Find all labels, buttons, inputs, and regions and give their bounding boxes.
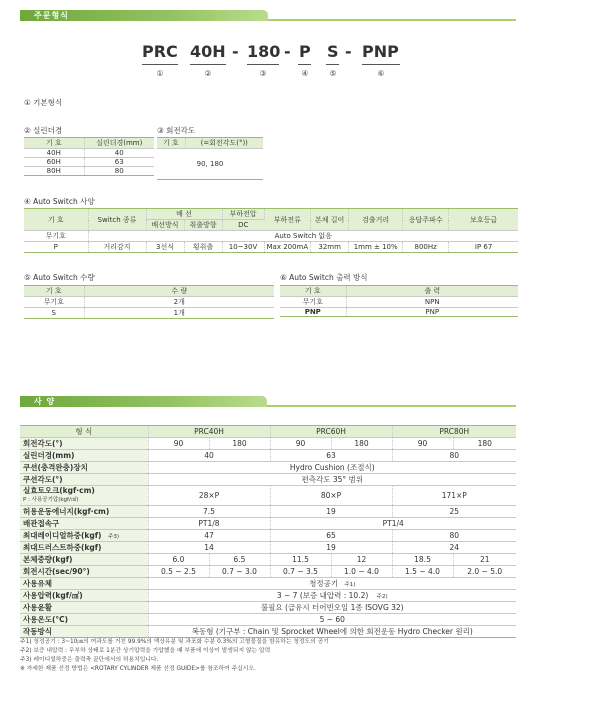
code-number: ①: [156, 69, 164, 78]
radial-label: 최대레이디얼하중(kgf): [23, 531, 102, 540]
cell: 40: [148, 450, 270, 462]
cell: 21: [453, 554, 516, 566]
col-header: 출 력: [346, 286, 518, 297]
col-header: 기 호: [157, 138, 185, 149]
row-label: 허용운동에너지(kgf·cm): [20, 506, 148, 518]
cell: 90: [392, 438, 453, 450]
col-header: (=회전각도(°)): [185, 138, 263, 149]
cell: 180: [453, 438, 516, 450]
cell: 무기호: [280, 297, 346, 308]
row-label: 회전시간(sec/90°): [20, 566, 148, 578]
cell: 0.5 ~ 2.5: [148, 566, 209, 578]
code-part-bore: 40H: [190, 42, 226, 61]
cell: Max 200mA: [264, 242, 311, 253]
cell: 2개: [84, 297, 274, 308]
table-row: [20, 518, 516, 530]
table-row: [24, 167, 154, 176]
code-number: ⑤: [329, 69, 337, 78]
cell: PT1/4: [270, 518, 516, 530]
cell: 80: [84, 167, 154, 176]
cell: 무기호: [24, 297, 84, 308]
row-label: [20, 486, 148, 506]
code-underline: [298, 64, 311, 65]
table-row: [24, 231, 518, 242]
col-header: PRC40H: [148, 426, 270, 438]
cell: 90: [270, 438, 331, 450]
code-dash: -: [284, 42, 291, 61]
cell: 1개: [84, 308, 274, 319]
cell: 65: [270, 530, 392, 542]
basic-type-label: ① 기본형식: [24, 98, 63, 107]
cell: 7.5: [148, 506, 270, 518]
code-underline: [326, 64, 339, 65]
col-header: 배 선: [146, 209, 222, 220]
section-header-specs: [20, 396, 516, 407]
cell: 180: [209, 438, 270, 450]
cell: 6.0: [148, 554, 209, 566]
cell: 171×P: [392, 486, 516, 506]
auto-switch-table: [24, 208, 518, 253]
torque-label: 실효토오크(kgf·cm): [23, 486, 95, 495]
col-subheader: 취출방향: [184, 220, 222, 231]
code-part-output: PNP: [362, 42, 399, 61]
cell: P: [24, 242, 88, 253]
cell: 25: [392, 506, 516, 518]
code-part-switch: P: [299, 42, 311, 61]
col-subheader: 배선방식: [146, 220, 184, 231]
switch-qty-label: ⑤ Auto Switch 수량: [24, 273, 95, 282]
switch-qty-table: [24, 285, 274, 319]
cell: Hydro Cushion (조절식): [148, 462, 516, 474]
code-number: ③: [259, 69, 267, 78]
cell: 18.5: [392, 554, 453, 566]
cell: 5 ~ 60: [148, 614, 516, 626]
table-row: [20, 506, 516, 518]
cell: 63: [84, 158, 154, 167]
code-number: ④: [301, 69, 309, 78]
row-label: 본체중량(kgf): [20, 554, 148, 566]
switch-output-table: [280, 285, 518, 317]
code-underline: [362, 64, 400, 65]
col-header: 기 호: [24, 286, 84, 297]
cell: 60H: [24, 158, 84, 167]
cell: 2.0 ~ 5.0: [453, 566, 516, 578]
cell: 90: [148, 438, 209, 450]
col-header: 실린더경(mm): [84, 138, 154, 149]
col-header: 기 호: [24, 138, 84, 149]
code-underline: [247, 64, 279, 65]
switch-output-label: ⑥ Auto Switch 출력 방식: [280, 273, 368, 282]
code-part-prc: PRC: [142, 42, 178, 61]
cell: 11.5: [270, 554, 331, 566]
cell: 40H: [24, 149, 84, 158]
cell: NPN: [346, 297, 518, 308]
code-dash: -: [345, 42, 352, 61]
table-row: [20, 566, 516, 578]
table-row: [20, 602, 516, 614]
order-code: [140, 42, 410, 82]
table-row: [20, 554, 516, 566]
cell: 6.5: [209, 554, 270, 566]
col-subheader: DC: [222, 220, 264, 231]
cell: 47: [148, 530, 270, 542]
cell: 80: [392, 450, 516, 462]
row-label: 사용윤활: [20, 602, 148, 614]
row-label: 최대드러스트하중(kgf): [20, 542, 148, 554]
cell: PNP: [280, 308, 346, 317]
cell: 12: [331, 554, 392, 566]
code-part-qty: S: [327, 42, 339, 61]
table-row: [20, 614, 516, 626]
code-part-angle: 180: [247, 42, 281, 61]
cell: 1.5 ~ 4.0: [392, 566, 453, 578]
cell: 80: [392, 530, 516, 542]
cell: 1.0 ~ 4.0: [331, 566, 392, 578]
table-row: [24, 149, 154, 158]
col-header: 기 호: [24, 209, 88, 231]
cell: PNP: [346, 308, 518, 317]
cell: 32mm: [311, 242, 349, 253]
cell: 편측각도 35° 범위: [148, 474, 516, 486]
row-label: [20, 530, 148, 542]
col-header: 보호등급: [449, 209, 518, 231]
table-row: [157, 149, 263, 180]
cell: 0.7 ~ 3.0: [209, 566, 270, 578]
row-label: 사용유체: [20, 578, 148, 590]
cell: 불필요 (급유시 터어빈오일 1종 ISOVG 32): [148, 602, 516, 614]
footnote: 주2) 보증 내압력 : 무부하 상태로 1분간 상기압력을 가압했을 때 부품에 이상이 발생되지 않는 압력: [20, 648, 271, 654]
cell: 90, 180: [157, 149, 263, 180]
cell: [148, 578, 516, 590]
code-number: ⑥: [377, 69, 385, 78]
cell: 63: [270, 450, 392, 462]
cell: 1mm ± 10%: [349, 242, 403, 253]
table-row: [24, 158, 154, 167]
row-label: 쿠션(충격완충)장치: [20, 462, 148, 474]
cell: 19: [270, 506, 392, 518]
cell: [148, 590, 516, 602]
code-dash: -: [232, 42, 239, 61]
cell: 80H: [24, 167, 84, 176]
col-header: 본체 길이: [311, 209, 349, 231]
row-label: 쿠션각도(°): [20, 474, 148, 486]
section-header-order-format: [20, 10, 516, 21]
table-row: [20, 578, 516, 590]
bore-label: ② 실린더경: [24, 126, 63, 135]
row-label: 배관접속구: [20, 518, 148, 530]
section-title: 사 양: [20, 396, 267, 407]
cell: 24: [392, 542, 516, 554]
col-header: 응답주파수: [403, 209, 449, 231]
cell: 80×P: [270, 486, 392, 506]
footnote: ※ 자세한 제품 선정 방법은 <ROTARY CYLINDER 제품 선정 GUIDE>를 참조하여 주십시오.: [20, 666, 256, 672]
fluid-value: 청정공기: [309, 579, 339, 588]
cell: 28×P: [148, 486, 270, 506]
col-header: 형 식: [20, 426, 148, 438]
cell: 0.7 ~ 3.5: [270, 566, 331, 578]
footnotes: [20, 638, 329, 674]
row-label: 작동방식: [20, 626, 148, 638]
cell: PT1/8: [148, 518, 270, 530]
col-header: 수 량: [84, 286, 274, 297]
col-header: 부하전류: [264, 209, 311, 231]
table-row: [280, 297, 518, 308]
note-mark: 주1): [344, 582, 356, 588]
code-underline: [142, 64, 178, 65]
table-row: [24, 308, 274, 319]
cell: 14: [148, 542, 270, 554]
table-row: [20, 542, 516, 554]
table-row: [20, 462, 516, 474]
footnote: 주3) 레이디얼하중은 출력축 끝단에서의 허용치입니다.: [20, 657, 159, 663]
cell: 3선식: [146, 242, 184, 253]
cell: 거리감지: [88, 242, 146, 253]
table-row: [20, 626, 516, 638]
row-label: 회전각도(°): [20, 438, 148, 450]
table-row: [20, 590, 516, 602]
table-row: [20, 474, 516, 486]
row-label: 실린더경(mm): [20, 450, 148, 462]
code-underline: [190, 64, 226, 65]
table-row: [20, 450, 516, 462]
pressure-value: 3 ~ 7 (보증 내압력 : 10.2): [276, 591, 369, 600]
note-mark: 주2): [376, 594, 388, 600]
table-row: [20, 486, 516, 506]
cell: 800Hz: [403, 242, 449, 253]
cell: 횡취출: [184, 242, 222, 253]
cell: 복동형 (기구부 : Chain 및 Sprocket Wheel에 의한 회전운동 Hydro Checker 원리): [148, 626, 516, 638]
table-row: [20, 530, 516, 542]
table-row: [20, 438, 516, 450]
footnote: 주1) 청정공기 : 3~10㎛의 여과도를 거친 99.9%의 액상유분 및 과포화 수분 0.3%의 고형물질을 함유하는 청정도의 공기: [20, 639, 329, 645]
auto-switch-label: ④ Auto Switch 사양: [24, 197, 95, 206]
torque-sublabel: P : 사용공기압(kgf/㎠): [23, 497, 79, 503]
section-title: 주문형식: [20, 10, 268, 21]
table-row: [24, 242, 518, 253]
table-row: [24, 297, 274, 308]
col-header: Switch 종류: [88, 209, 146, 231]
bore-table: [24, 137, 154, 176]
angle-label: ③ 회전각도: [157, 126, 196, 135]
col-header: 부하전압: [222, 209, 264, 220]
cell: 무기호: [24, 231, 88, 242]
cell: 180: [331, 438, 392, 450]
cell: 19: [270, 542, 392, 554]
cell: 40: [84, 149, 154, 158]
cell: Auto Switch 없음: [88, 231, 518, 242]
table-row: [280, 308, 518, 317]
spec-table: [20, 425, 516, 638]
angle-table: [157, 137, 263, 180]
cell: 10~30V: [222, 242, 264, 253]
col-header: 검출거리: [349, 209, 403, 231]
cell: IP 67: [449, 242, 518, 253]
col-header: PRC80H: [392, 426, 516, 438]
note-mark: 주3): [108, 534, 120, 540]
col-header: 기 호: [280, 286, 346, 297]
code-number: ②: [204, 69, 212, 78]
col-header: PRC60H: [270, 426, 392, 438]
row-label: 사용압력(kgf/㎠): [20, 590, 148, 602]
cell: S: [24, 308, 84, 319]
row-label: 사용온도(°C): [20, 614, 148, 626]
